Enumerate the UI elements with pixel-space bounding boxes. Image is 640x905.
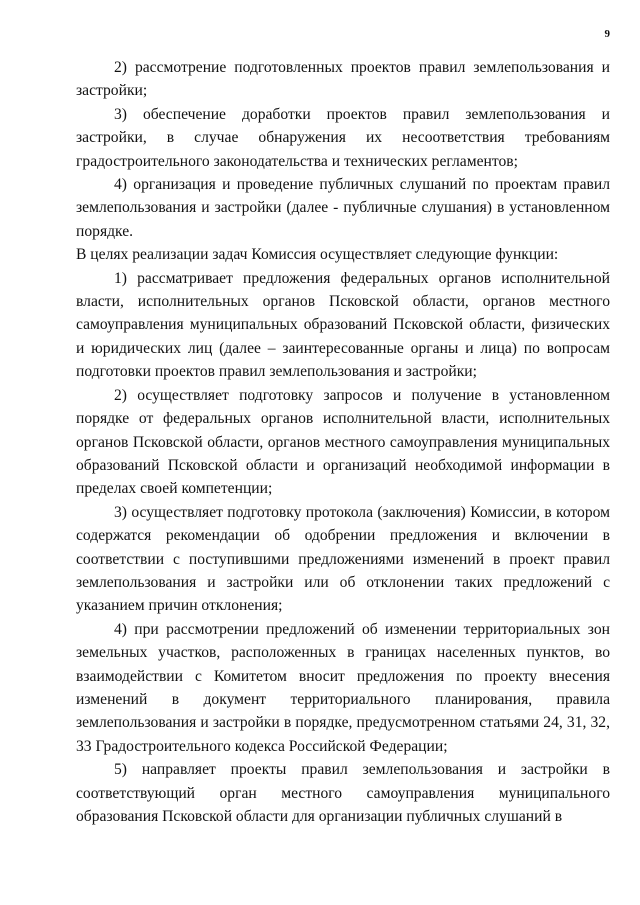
paragraph-function-4: 4) при рассмотрении предложений об изменении территориальных зон земельных участков, расположенных в границах населенных пунктов, во взаимодействии с Комитетом вносит предложения по проекту внесения изменений в документ территориального планирования, правила землепользования и застройки в порядке, предусмотренном статьями 24, 31, 32, 33 Градостроительного кодекса Российской Федерации;	[76, 620, 610, 755]
document-body	[76, 56, 610, 828]
paragraph-item-2-review: 2) рассмотрение подготовленных проектов правил землепользования и застройки;	[76, 59, 610, 100]
paragraph-functions-intro: В целях реализации задач Комиссия осуществляет следующие функции:	[76, 246, 559, 264]
paragraph-function-1: 1) рассматривает предложения федеральных органов исполнительной власти, исполнительных органов Псковской области, органов местного самоуправления муниципальных образований Псковской области, физических и юридических лиц (далее – заинтересованные органы и лица) по вопросам подготовки проектов правил землепользования и застройки;	[76, 269, 610, 381]
paragraph-item-3-revision: 3) обеспечение доработки проектов правил землепользования и застройки, в случае обнаружения их несоответствия требованиям градостроительного законодательства и технических регламентов;	[76, 105, 610, 170]
paragraph-function-2: 2) осуществляет подготовку запросов и получение в установленном порядке от федеральных органов исполнительной власти, исполнительных органов Псковской области, органов местного самоуправления муниципальных образований Псковской области и организаций необходимой информации в пределах своей компетенции;	[76, 386, 610, 498]
paragraph-function-5: 5) направляет проекты правил землепользования и застройки в соответствующий орган местного самоуправления муниципального образования Псковской области для организации публичных слушаний в	[76, 761, 610, 825]
paragraph-function-3: 3) осуществляет подготовку протокола (заключения) Комиссии, в котором содержатся рекомендации об одобрении предложения и включении в соответствии с поступившими предложениями изменений в проект правил землепользования и застройки или об отклонении таких предложений с указанием причин отклонения;	[76, 503, 610, 615]
paragraph-item-4-public-hearings: 4) организация и проведение публичных слушаний по проектам правил землепользования и застройки (далее - публичные слушания) в установленном порядке.	[76, 176, 610, 240]
page-number: 9	[604, 28, 610, 40]
